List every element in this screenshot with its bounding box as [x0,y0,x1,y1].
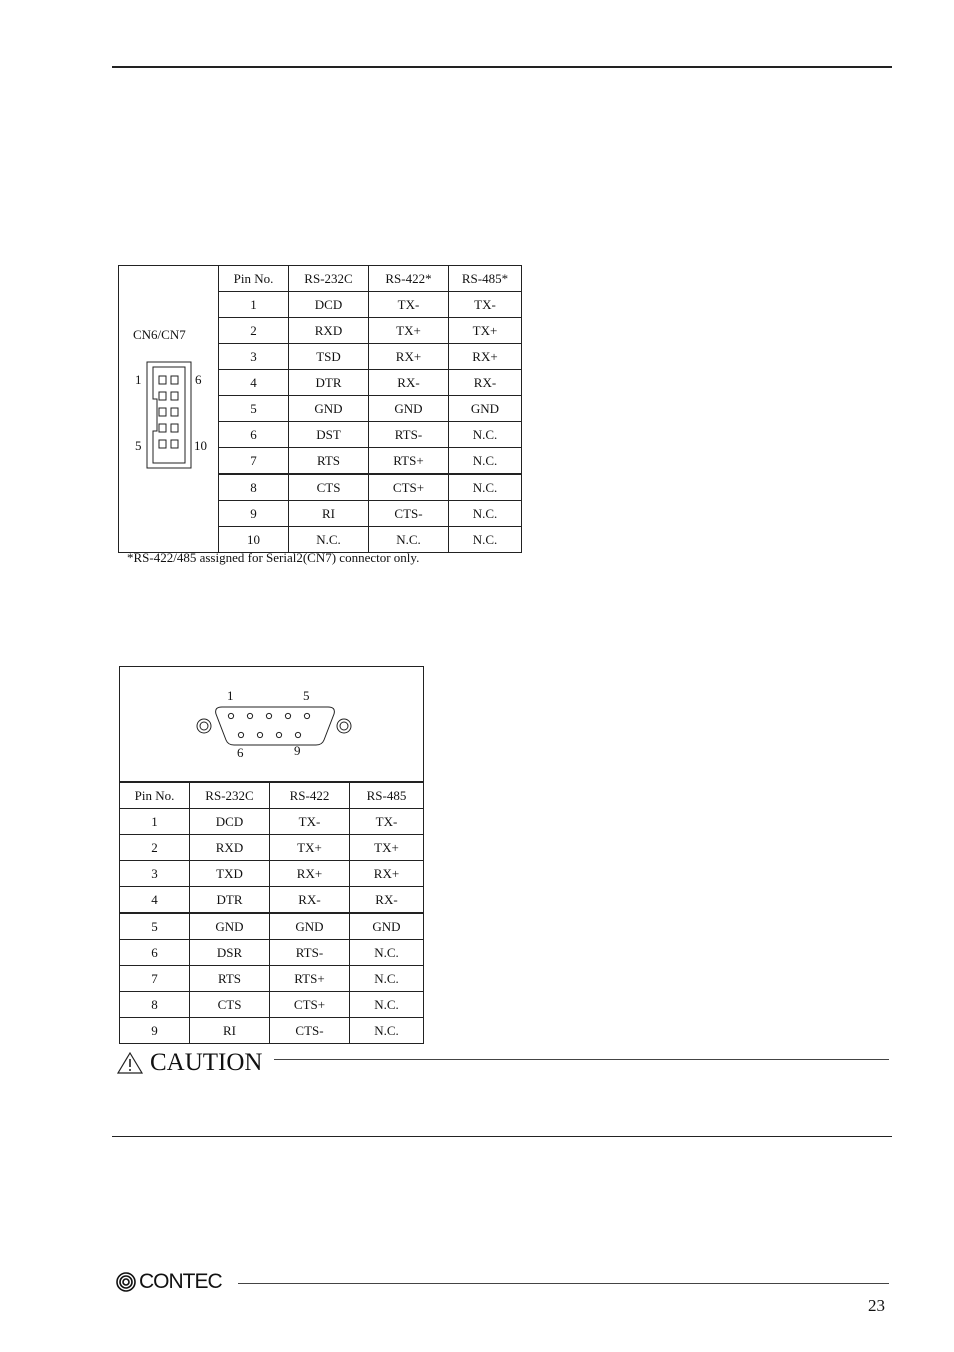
pin-label-bottom-right: 10 [194,438,207,453]
cell-rs485: N.C. [449,501,522,527]
cell-rs422: RX+ [270,861,350,887]
cell-rs422: RTS- [270,940,350,966]
cell-rs485: N.C. [350,966,424,992]
cell-rs485: RX+ [350,861,424,887]
cell-rs232c: DST [289,422,369,448]
cell-rs422: CTS+ [369,474,449,501]
dsub9-connector-icon [196,704,352,746]
cell-rs422: TX+ [270,835,350,861]
page-number: 23 [868,1296,885,1315]
connector-drawing-cell [119,266,219,553]
cell-rs422: RX- [369,370,449,396]
cell-rs422: RX+ [369,344,449,370]
pin-label-bottom-right: 9 [294,743,301,758]
cell-rs232c: GND [190,913,270,940]
cell-pin: 8 [120,992,190,1018]
caution-rule [274,1059,889,1060]
cell-rs422: RX- [270,887,350,914]
cell-rs422: TX- [270,809,350,835]
cell-pin: 2 [219,318,289,344]
pin-label-top-left: 1 [227,688,234,703]
cell-rs422: GND [369,396,449,422]
cell-rs485: TX- [350,809,424,835]
table-row [120,940,424,966]
header-rs422: RS-422 [270,782,350,809]
cell-rs232c: DTR [190,887,270,914]
cell-rs232c: RTS [289,448,369,475]
cell-rs422: CTS- [369,501,449,527]
cell-pin: 5 [120,913,190,940]
cell-rs422: TX- [369,292,449,318]
connector-label: CN6/CN7 [133,327,186,342]
cell-rs485: N.C. [449,448,522,475]
cell-pin: 9 [120,1018,190,1044]
cell-pin: 9 [219,501,289,527]
cell-rs232c: DCD [190,809,270,835]
cell-pin: 2 [120,835,190,861]
caution-heading [116,1049,263,1077]
cell-rs485: RX- [449,370,522,396]
header-connector-icon [146,361,192,469]
table-row [120,992,424,1018]
header-pin-no: Pin No. [120,782,190,809]
cell-rs422: N.C. [369,527,449,553]
cell-rs232c: RXD [289,318,369,344]
cell-rs232c: DTR [289,370,369,396]
table-note: *RS-422/485 assigned for Serial2(CN7) connector only. [127,550,420,565]
pin-label-top-right: 5 [303,688,310,703]
dsub9-pin-table [119,666,424,1044]
cell-rs485: N.C. [350,992,424,1018]
cell-rs485: N.C. [449,527,522,553]
pin-label-bottom-left: 5 [135,438,142,453]
table-row [120,913,424,940]
bottom-rule [112,1136,892,1137]
header-rs232c: RS-232C [190,782,270,809]
cn6-cn7-pin-table [118,265,522,553]
cell-rs485: N.C. [449,474,522,501]
cell-rs232c: RXD [190,835,270,861]
table-row [120,835,424,861]
cell-pin: 7 [219,448,289,475]
cell-rs422: CTS- [270,1018,350,1044]
header-rs422: RS-422* [369,266,449,292]
logo-text: CONTEC [139,1270,222,1293]
cell-rs422: TX+ [369,318,449,344]
table-row [120,809,424,835]
table-row [120,887,424,914]
pin-label-top-left: 1 [135,372,142,387]
cell-rs422: RTS+ [369,448,449,475]
cell-rs485: TX+ [449,318,522,344]
dsub-drawing-cell [120,667,424,783]
cell-pin: 4 [120,887,190,914]
cell-rs232c: DCD [289,292,369,318]
cell-rs232c: RI [190,1018,270,1044]
cell-rs485: RX- [350,887,424,914]
cell-rs422: RTS- [369,422,449,448]
pin-label-bottom-left: 6 [237,745,244,760]
cell-pin: 4 [219,370,289,396]
top-rule [112,66,892,68]
cell-rs485: GND [350,913,424,940]
cell-rs485: N.C. [350,1018,424,1044]
cell-pin: 10 [219,527,289,553]
header-pin-no: Pin No. [219,266,289,292]
cell-rs232c: RTS [190,966,270,992]
cell-rs422: GND [270,913,350,940]
cell-rs485: N.C. [449,422,522,448]
cell-rs485: TX+ [350,835,424,861]
cell-rs485: RX+ [449,344,522,370]
cell-rs232c: TSD [289,344,369,370]
cell-rs485: N.C. [350,940,424,966]
cell-rs232c: GND [289,396,369,422]
header-rs485: RS-485* [449,266,522,292]
cell-pin: 7 [120,966,190,992]
contec-logo-mark-icon [116,1272,136,1292]
table-row [120,1018,424,1044]
cell-pin: 3 [120,861,190,887]
cell-rs232c: DSR [190,940,270,966]
cell-pin: 6 [219,422,289,448]
contec-logo [116,1270,222,1294]
cell-rs485: TX- [449,292,522,318]
cell-rs232c: N.C. [289,527,369,553]
cell-rs422: RTS+ [270,966,350,992]
cell-pin: 3 [219,344,289,370]
header-rs232c: RS-232C [289,266,369,292]
table-row [120,966,424,992]
cell-rs232c: CTS [190,992,270,1018]
table-row [120,861,424,887]
cell-pin: 6 [120,940,190,966]
cell-rs485: GND [449,396,522,422]
pin-label-top-right: 6 [195,372,202,387]
warning-triangle-icon [116,1051,144,1075]
cell-pin: 1 [120,809,190,835]
cell-pin: 1 [219,292,289,318]
cell-pin: 8 [219,474,289,501]
cell-rs232c: RI [289,501,369,527]
cell-rs232c: TXD [190,861,270,887]
cell-rs422: CTS+ [270,992,350,1018]
footer-rule [238,1283,889,1284]
cell-rs232c: CTS [289,474,369,501]
header-rs485: RS-485 [350,782,424,809]
cell-pin: 5 [219,396,289,422]
caution-label: CAUTION [150,1049,263,1076]
